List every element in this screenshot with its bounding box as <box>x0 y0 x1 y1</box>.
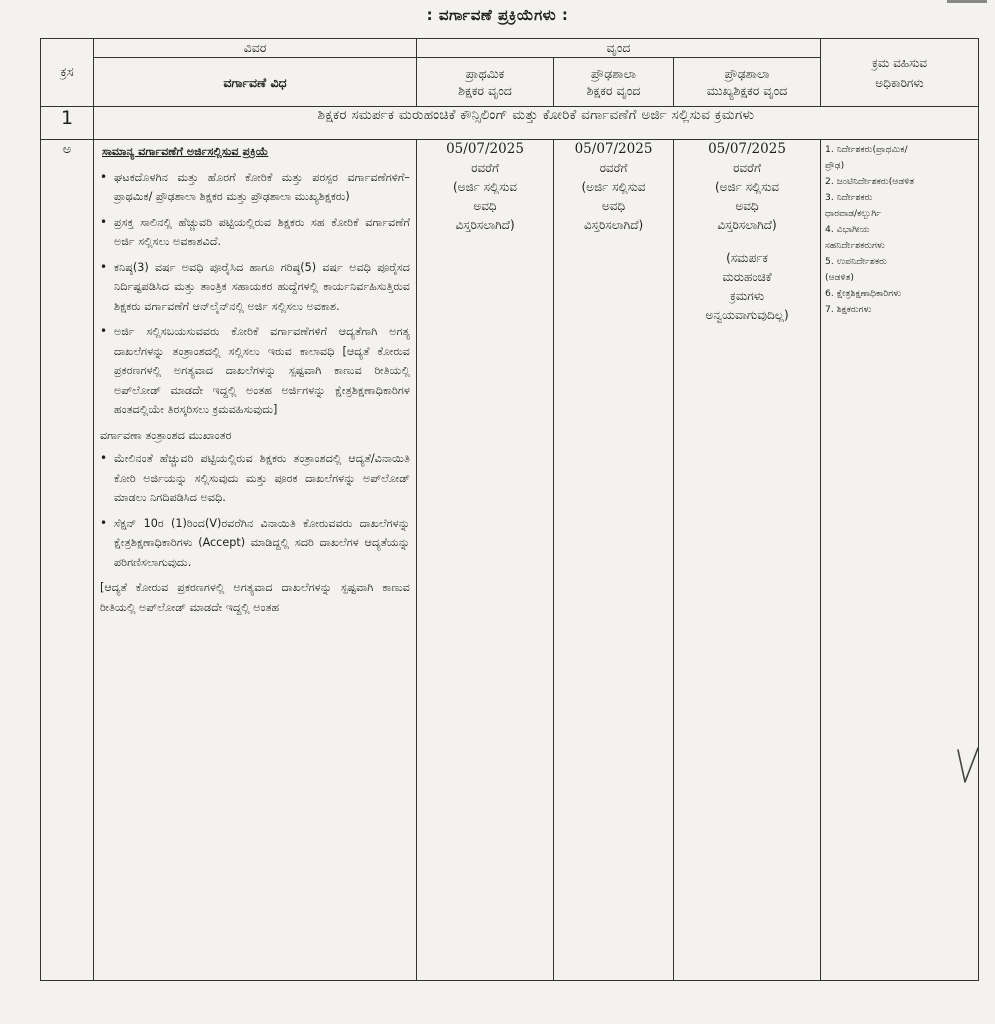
header-row-1 <box>41 39 979 58</box>
authority-list-cell <box>821 140 979 981</box>
primary-cadre-header: ಪ್ರಾಥಮಿಕ ಶಿಕ್ಷಕರ ವೃಂದ <box>417 58 554 107</box>
procedure-subheading: ಸಾಮಾನ್ಯ ವರ್ಗಾವಣೆಗೆ ಅರ್ಜಿಸಲ್ಲಿಸುವ ಪ್ರಕ್ರಿಯೆ <box>102 145 269 158</box>
highschool-deadline-cell: 05/07/2025 ರವರೆಗೆ (ಅರ್ಜಿ ಸಲ್ಲಿಸುವ ಅವಧಿ ವಿಸ್ತರಿಸಲಾಗಿದೆ) <box>554 140 674 981</box>
authority-item: 6. ಕ್ಷೇತ್ರಶಿಕ್ಷಣಾಧಿಕಾರಿಗಳು <box>825 288 902 299</box>
headmaster-deadline-date: 05/07/2025 <box>708 141 786 157</box>
bullet-icon: • <box>100 515 108 530</box>
list-item: • ಮೇಲಿನಂತೆ ಹೆಚ್ಚುವರಿ ಪಟ್ಟಿಯಲ್ಲಿರುವ ಶಿಕ್ಷಕರು ತಂತ್ರಾಂಶದಲ್ಲಿ ಆದ್ಯತೆ/ವಿನಾಯಿತಿ ಕೋರಿ ಅರ್ಜಿಯನ್ನು ಸಲ್ಲಿಸುವುದು ಮತ್ತು ಪೂರಕ ದಾಖಲೆಗಳನ್ನು ಅಪ್‌ಲೋಡ್ ಮಾಡಲು ನಿಗದಿಪಡಿಸಿದ ಅವಧಿ. <box>100 449 410 508</box>
procedure-header: ವರ್ಗಾವಣೆ ವಿಧ <box>94 58 417 107</box>
details-header: ವಿವರ <box>94 39 417 58</box>
authority-header: ಕ್ರಮ ವಹಿಸುವ ಅಧಿಕಾರಿಗಳು <box>821 39 979 107</box>
list-item: • ಅರ್ಜಿ ಸಲ್ಲಿಸಬಯಸುವವರು ಕೋರಿಕೆ ವರ್ಗಾವಣೆಗಳಿಗೆ ಆದ್ಯತೆಗಾಗಿ ಅಗತ್ಯ ದಾಖಲೆಗಳನ್ನು ತಂತ್ರಾಂಶದಲ್ಲಿ ಸಲ್ಲಿಸಲು ಇರುವ ಕಾಲಾವಧಿ [ಆದ್ಯತೆ ಕೋರುವ ಪ್ರಕರಣಗಳಲ್ಲಿ ಅಗತ್ಯವಾದ ದಾಖಲೆಗಳನ್ನು ಸ್ಪಷ್ಟವಾಗಿ ಕಾಣುವ ರೀತಿಯಲ್ಲಿ ಅಪ್‌ಲೋಡ್ ಮಾಡದೇ ಇದ್ದಲ್ಲಿ ಅಂತಹ ಅರ್ಜಿಗಳನ್ನು ಕ್ಷೇತ್ರಶಿಕ್ಷಣಾಧಿಕಾರಿಗಳ ಹಂತದಲ್ಲಿಯೇ ತಿರಸ್ಕರಿಸಲು ಕ್ರಮವಹಿಸುವುದು] <box>100 322 410 420</box>
authority-item: 2. ಜಂಟಿನಿರ್ದೇಶಕರು(ಆಡಳಿತ <box>825 176 915 187</box>
headmaster-deadline-cell: 05/07/2025 ರವರೆಗೆ (ಅರ್ಜಿ ಸಲ್ಲಿಸುವ ಅವಧಿ ವಿಸ್ತರಿಸಲಾಗಿದೆ) (ಸಮರ್ಪಕ ಮರುಹಂಚಿಕೆ ಕ್ರಮಗಳು ಅನ್ವಯವಾಗುವುದಿಲ್ಲ) <box>674 140 821 981</box>
authority-item: 1. ನಿರ್ದೇಶಕರು(ಪ್ರಾಥಮಿಕ/ <box>825 144 908 155</box>
authority-item: (ಆಡಳಿತ) <box>825 272 854 283</box>
authority-item: ಪ್ರೌಢ) <box>825 160 845 171</box>
authority-item: ಧಾರವಾಡ/ಕಲ್ಬುರ್ಗಿ <box>825 208 881 219</box>
authority-item: 3. ನಿರ್ದೇಶಕರು <box>825 192 873 203</box>
procedure-description-cell <box>94 140 417 981</box>
row-marker-cell <box>41 140 94 981</box>
handwritten-check-mark-icon <box>955 746 981 786</box>
section-number: 1 <box>41 107 94 140</box>
page-edge-mark <box>947 0 987 3</box>
highschool-cadre-header: ಪ್ರೌಢಶಾಲಾ ಶಿಕ್ಷಕರ ವೃಂದ <box>554 58 674 107</box>
page-title: : ವರ್ಗಾವಣೆ ಪ್ರಕ್ರಿಯೆಗಳು : <box>426 6 569 24</box>
bullet-icon: • <box>100 214 108 229</box>
cadre-header: ವೃಂದ <box>417 39 821 58</box>
list-item: • ಸೆಕ್ಷನ್ 10ರ (1)ರಿಂದ(V)ರವರೆಗಿನ ವಿನಾಯಿತಿ ಕೋರುವವರು ದಾಖಲೆಗಳನ್ನು ಕ್ಷೇತ್ರಶಿಕ್ಷಣಾಧಿಕಾರಿಗಳು (Accept) ಮಾಡಿದ್ದಲ್ಲಿ ಸದರಿ ದಾಖಲೆಗಳ ಆದ್ಯತೆಯನ್ನು ಪರಿಗಣಿಸಲಾಗುವುದು. <box>100 514 410 573</box>
bullet-icon: • <box>100 259 108 274</box>
list-item: • ಘಟಕದೊಳಗಿನ ಮತ್ತು ಹೊರಗೆ ಕೋರಿಕೆ ಮತ್ತು ಪರಸ್ಪರ ವರ್ಗಾವಣೆಗಳಿಗೆ– ಪ್ರಾಥಮಿಕ/ ಪ್ರೌಢಶಾಲಾ ಶಿಕ್ಷಕರ ಮತ್ತು ಪ್ರೌಢಶಾಲಾ ಮುಖ್ಯಶಿಕ್ಷಕರು) <box>100 168 410 207</box>
software-midline: ವರ್ಗಾವಣಾ ತಂತ್ರಾಂಶದ ಮುಖಾಂತರ <box>100 428 232 442</box>
procedure-row <box>41 140 979 981</box>
serial-number-header: ಕ್ರಸ <box>41 39 94 107</box>
section-header-row <box>41 107 979 140</box>
row-marker: ಅ <box>62 142 72 157</box>
transfer-process-table <box>40 38 979 981</box>
headmaster-note: (ಸಮರ್ಪಕ ಮರುಹಂಚಿಕೆ ಕ್ರಮಗಳು ಅನ್ವಯವಾಗುವುದಿಲ್ಲ) <box>705 251 789 322</box>
primary-deadline-date: 05/07/2025 <box>446 141 524 157</box>
highschool-deadline-date: 05/07/2025 <box>574 141 653 157</box>
bullet-icon: • <box>100 324 108 338</box>
authority-item: 7. ಶಿಕ್ಷಕರುಗಳು <box>825 304 872 315</box>
headmaster-cadre-header: ಪ್ರೌಢಶಾಲಾ ಮುಖ್ಯಶಿಕ್ಷಕರ ವೃಂದ <box>674 58 821 107</box>
authority-item: 4. ವಿಭಾಗೀಯ <box>825 224 870 235</box>
bullet-icon: • <box>100 169 108 184</box>
list-item: • ಪ್ರಸಕ್ತ ಸಾಲಿನಲ್ಲಿ ಹೆಚ್ಚುವರಿ ಪಟ್ಟಿಯಲ್ಲಿರುವ ಶಿಕ್ಷಕರು ಸಹ ಕೋರಿಕೆ ವರ್ಗಾವಣೆಗೆ ಅರ್ಜಿ ಸಲ್ಲಿಸಲು ಅವಕಾಶವಿದೆ. <box>100 213 410 252</box>
authority-item: ಸಹನಿರ್ದೇಶಕರುಗಳು <box>825 240 885 251</box>
section-title: ಶಿಕ್ಷಕರ ಸಮರ್ಪಕ ಮರುಹಂಚಿಕೆ ಕೌನ್ಸಿಲಿಂಗ್ ಮತ್ತು ಕೋರಿಕೆ ವರ್ಗಾವಣೆಗೆ ಅರ್ಜಿ ಸಲ್ಲಿಸುವ ಕ್ರಮಗಳು <box>94 107 979 140</box>
primary-deadline-cell: 05/07/2025 ರವರೆಗೆ (ಅರ್ಜಿ ಸಲ್ಲಿಸುವ ಅವಧಿ ವಿಸ್ತರಿಸಲಾಗಿದೆ) <box>417 140 554 981</box>
bullet-icon: • <box>100 451 108 465</box>
authority-item: 5. ಉಪನಿರ್ದೇಶಕರು <box>825 256 887 267</box>
continuation-text: [ಆದ್ಯತೆ ಕೋರುವ ಪ್ರಕರಣಗಳಲ್ಲಿ ಅಗತ್ಯವಾದ ದಾಖಲೆಗಳನ್ನು ಸ್ಪಷ್ಟವಾಗಿ ಕಾಣುವ ರೀತಿಯಲ್ಲಿ ಅಪ್‌ಲೋಡ್ ಮಾಡದೇ ಇದ್ದಲ್ಲಿ ಅಂತಹ <box>100 581 410 614</box>
list-item: • ಕನಿಷ್ಠ(3) ವರ್ಷ ಅವಧಿ ಪೂರೈಸಿದ ಹಾಗೂ ಗರಿಷ್ಠ(5) ವರ್ಷ ಅವಧಿ ಪೂರೈಸದ ನಿರ್ದಿಷ್ಟಪಡಿಸಿದ ಮತ್ತು ತಾಂತ್ರಿಕ ಸಹಾಯಕರ ಹುದ್ದೆಗಳಲ್ಲಿ ಕಾರ್ಯನಿರ್ವಹಿಸುತ್ತಿರುವ ಶಿಕ್ಷಕರು ವರ್ಗಾವಣೆಗೆ ಆನ್‌ಲೈನ್‌ನಲ್ಲಿ ಅರ್ಜಿ ಸಲ್ಲಿಸಲು ಅವಕಾಶ. <box>100 258 410 317</box>
